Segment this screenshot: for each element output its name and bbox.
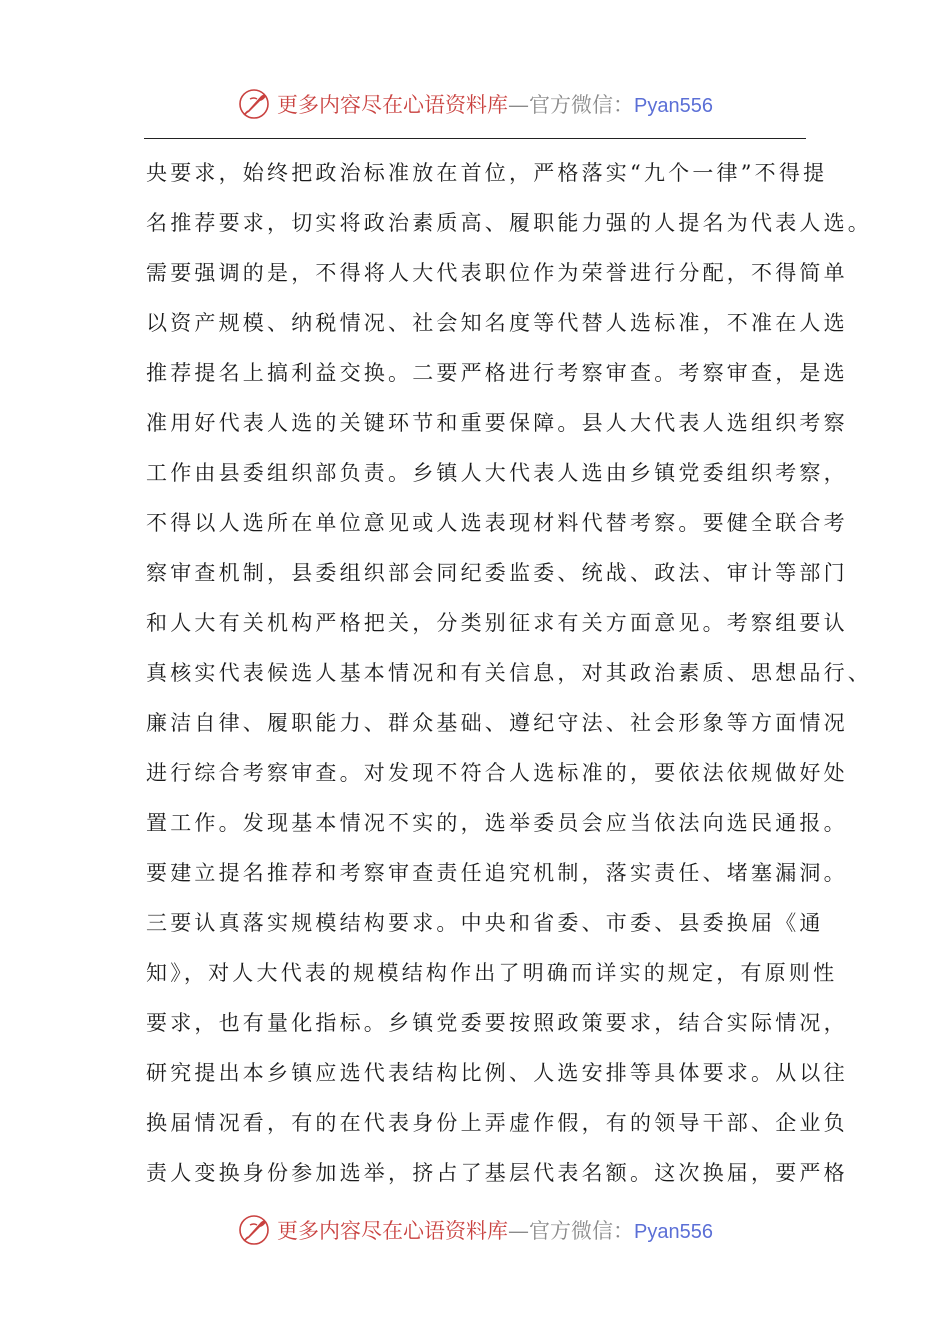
header-promo-banner [0,84,950,124]
text-line: 责人变换身份参加选举，挤占了基层代表名额。这次换届，要严格 [146,1161,848,1185]
text-line: 换届情况看，有的在代表身份上弄虚作假，有的领导干部、企业负 [146,1111,848,1135]
text-line: 廉洁自律、履职能力、群众基础、遵纪守法、社会形象等方面情况 [146,711,848,735]
text-line: 察审查机制，县委组织部会同纪委监委、统战、政法、审计等部门 [146,561,848,585]
text-line: 置工作。发现基本情况不实的，选举委员会应当依法向选民通报。 [146,811,848,835]
text-line: 央要求，始终把政治标准放在首位，严格落实“九个一律”不得提 [146,161,828,185]
text-line: 名推荐要求，切实将政治素质高、履职能力强的人提名为代表人选。 [146,211,872,235]
promo-separator: —官方微信： [508,93,635,117]
header-divider [144,138,806,139]
text-line: 和人大有关机构严格把关，分类别征求有关方面意见。考察组要认 [146,611,848,635]
text-line: 需要强调的是，不得将人大代表职位作为荣誉进行分配，不得简单 [146,261,848,285]
promo-text: 更多内容尽在心语资料库 [277,93,509,117]
promo-wechat-id: Pyan556 [634,1221,713,1243]
text-line: 真核实代表候选人基本情况和有关信息，对其政治素质、思想品行、 [146,661,872,685]
text-line: 进行综合考察审查。对发现不符合人选标准的，要依法依规做好处 [146,761,848,785]
text-line: 知》，对人大代表的规模结构作出了明确而详实的规定，有原则性 [146,961,838,985]
text-line: 不得以人选所在单位意见或人选表现材料代替考察。要健全联合考 [146,511,848,535]
quill-pen-logo-icon [237,1213,271,1247]
text-line: 三要认真落实规模结构要求。中央和省委、市委、县委换届《通 [146,911,824,935]
promo-separator: —官方微信： [508,1219,635,1243]
text-line: 以资产规模、纳税情况、社会知名度等代替人选标准，不准在人选 [146,311,848,335]
text-line: 要求，也有量化指标。乡镇党委要按照政策要求，结合实际情况， [146,1011,848,1035]
promo-wechat-id: Pyan556 [634,95,713,117]
text-line: 推荐提名上搞利益交换。二要严格进行考察审查。考察审查，是选 [146,361,848,385]
text-line: 准用好代表人选的关键环节和重要保障。县人大代表人选组织考察 [146,411,848,435]
text-line: 要建立提名推荐和考察审查责任追究机制，落实责任、堵塞漏洞。 [146,861,848,885]
footer-promo-banner [0,1210,950,1250]
text-line: 工作由县委组织部负责。乡镇人大代表人选由乡镇党委组织考察， [146,461,848,485]
promo-text: 更多内容尽在心语资料库 [277,1219,509,1243]
quill-pen-logo-icon [237,87,271,121]
text-line: 研究提出本乡镇应选代表结构比例、人选安排等具体要求。从以往 [146,1061,848,1085]
